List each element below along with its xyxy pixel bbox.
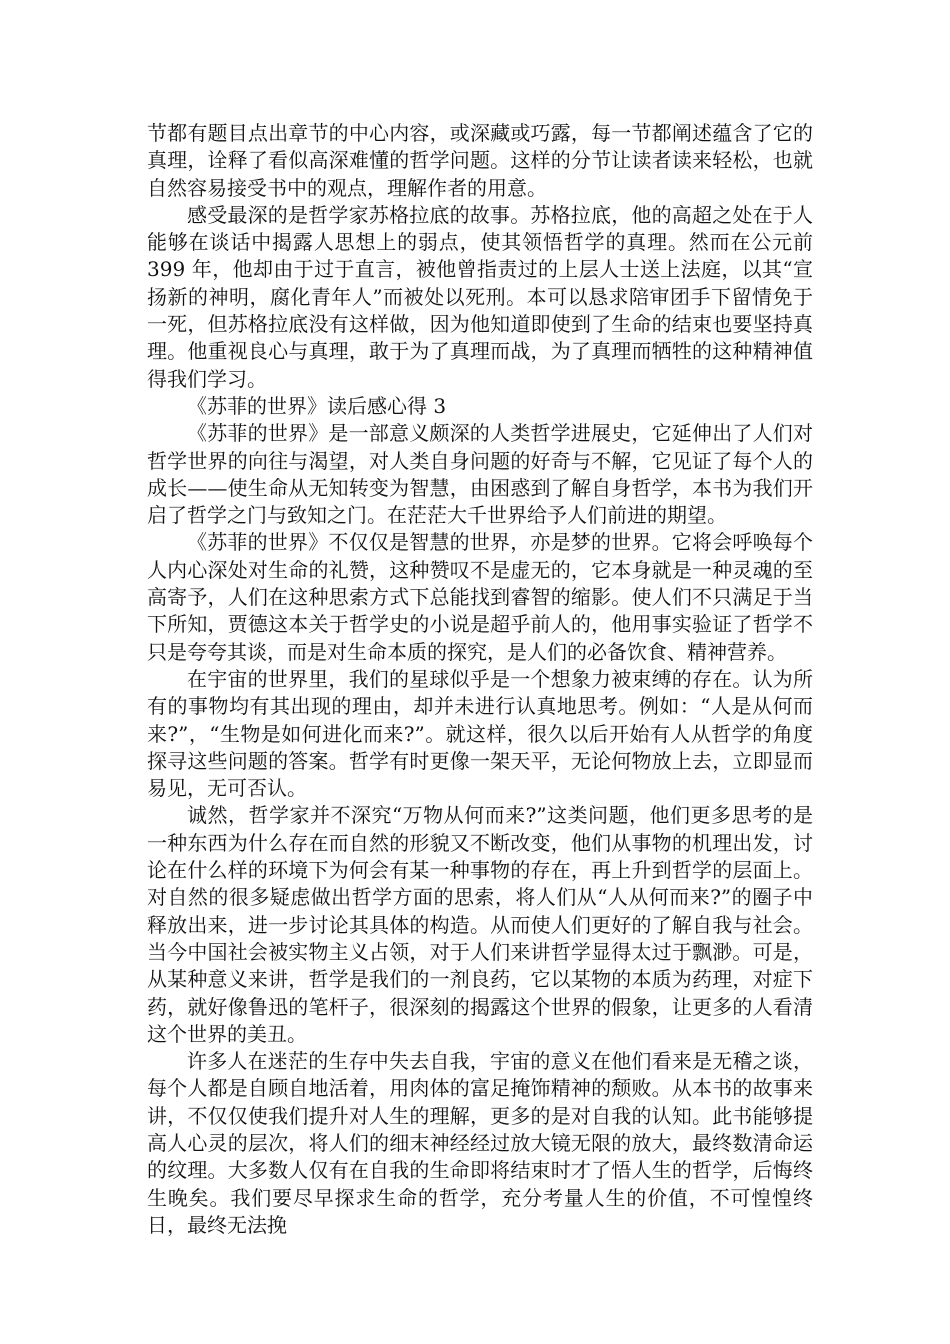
- paragraph-self: 许多人在迷茫的生存中失去自我，宇宙的意义在他们看来是无稽之谈，每个人都是自顾自地活着，用肉体的富足掩饰精神的颓败。从本书的故事来讲，不仅仅使我们提升对人生的理解，更多的是对自我的认知。此书能够提高人心灵的层次，将人们的细末神经经过放大镜无限的放大，最终数清命运的纹理。大多数人仅有在自我的生命即将结束时才了悟人生的哲学，后悔终生晚矣。我们要尽早探求生命的哲学，充分考量人生的价值，不可惶惶终日，最终无法挽: [147, 1049, 813, 1237]
- paragraph-continuation: 节都有题目点出章节的中心内容，或深藏或巧露，每一节都阐述蕴含了它的真理，诠释了看似高深难懂的哲学问题。这样的分节让读者读来轻松，也就自然容易接受书中的观点，理解作者的用意。: [147, 121, 813, 200]
- paragraph-universe: 在宇宙的世界里，我们的星球似乎是一个想象力被束缚的存在。认为所有的事物均有其出现的理由，却并未进行认真地思考。例如：“人是从何而来?”，“生物是如何进化而来?”。就这样，很久以后开始有人从哲学的角度探寻这些问题的答案。哲学有时更像一架天平，无论何物放上去，立即显而易见，无可否认。: [147, 666, 813, 801]
- document-body: [147, 120, 813, 1239]
- paragraph-dream-world: 《苏菲的世界》不仅仅是智慧的世界，亦是梦的世界。它将会呼唤每个人内心深处对生命的礼赞，这种赞叹不是虚无的，它本身就是一种灵魂的至高寄予，人们在这种思索方式下总能找到睿智的缩影。使人们不只满足于当下所知，贾德这本关于哲学史的小说是超乎前人的，他用事实验证了哲学不只是夸夸其谈，而是对生命本质的探究，是人们的必备饮食、精神营养。: [147, 530, 813, 664]
- section-heading: 《苏菲的世界》读后感心得 3: [187, 393, 447, 418]
- paragraph-socrates: 感受最深的是哲学家苏格拉底的故事。苏格拉底，他的高超之处在于人能够在谈话中揭露人思想上的弱点，使其领悟哲学的真理。然而在公元前 399 年，他却由于过于直言，被他曾指责过的上层人士送上法庭，以其“宣扬新的神明，腐化青年人”而被处以死刑。本可以恳求陪审团手下留情免于一死，但苏格拉底没有这样做，因为他知道即使到了生命的结束也要坚持真理。他重视良心与真理，敢于为了真理而战，为了真理而牺牲的这种精神值得我们学习。: [147, 202, 813, 391]
- paragraph-intro: 《苏菲的世界》是一部意义颇深的人类哲学进展史，它延伸出了人们对哲学世界的向往与渴望，对人类自身问题的好奇与不解，它见证了每个人的成长——使生命从无知转变为智慧，由困惑到了解自身哲学，本书为我们开启了哲学之门与致知之门。在茫茫大千世界给予人们前进的期望。: [147, 421, 813, 528]
- paragraph-philosophers: 诚然，哲学家并不深究“万物从何而来?”这类问题，他们更多思考的是一种东西为什么存在而自然的形貌又不断改变，他们从事物的机理出发，讨论在什么样的环境下为何会有某一种事物的存在，再上升到哲学的层面上。对自然的很多疑虑做出哲学方面的思索，将人们从“人从何而来?”的圈子中释放出来，进一步讨论其具体的构造。从而使人们更好的了解自我与社会。当今中国社会被实物主义占领，对于人们来讲哲学显得太过于飘渺。可是，从某种意义来讲，哲学是我们的一剂良药，它以某物的本质为药理，对症下药，就好像鲁迅的笔杆子，很深刻的揭露这个世界的假象，让更多的人看清这个世界的美丑。: [147, 803, 813, 1046]
